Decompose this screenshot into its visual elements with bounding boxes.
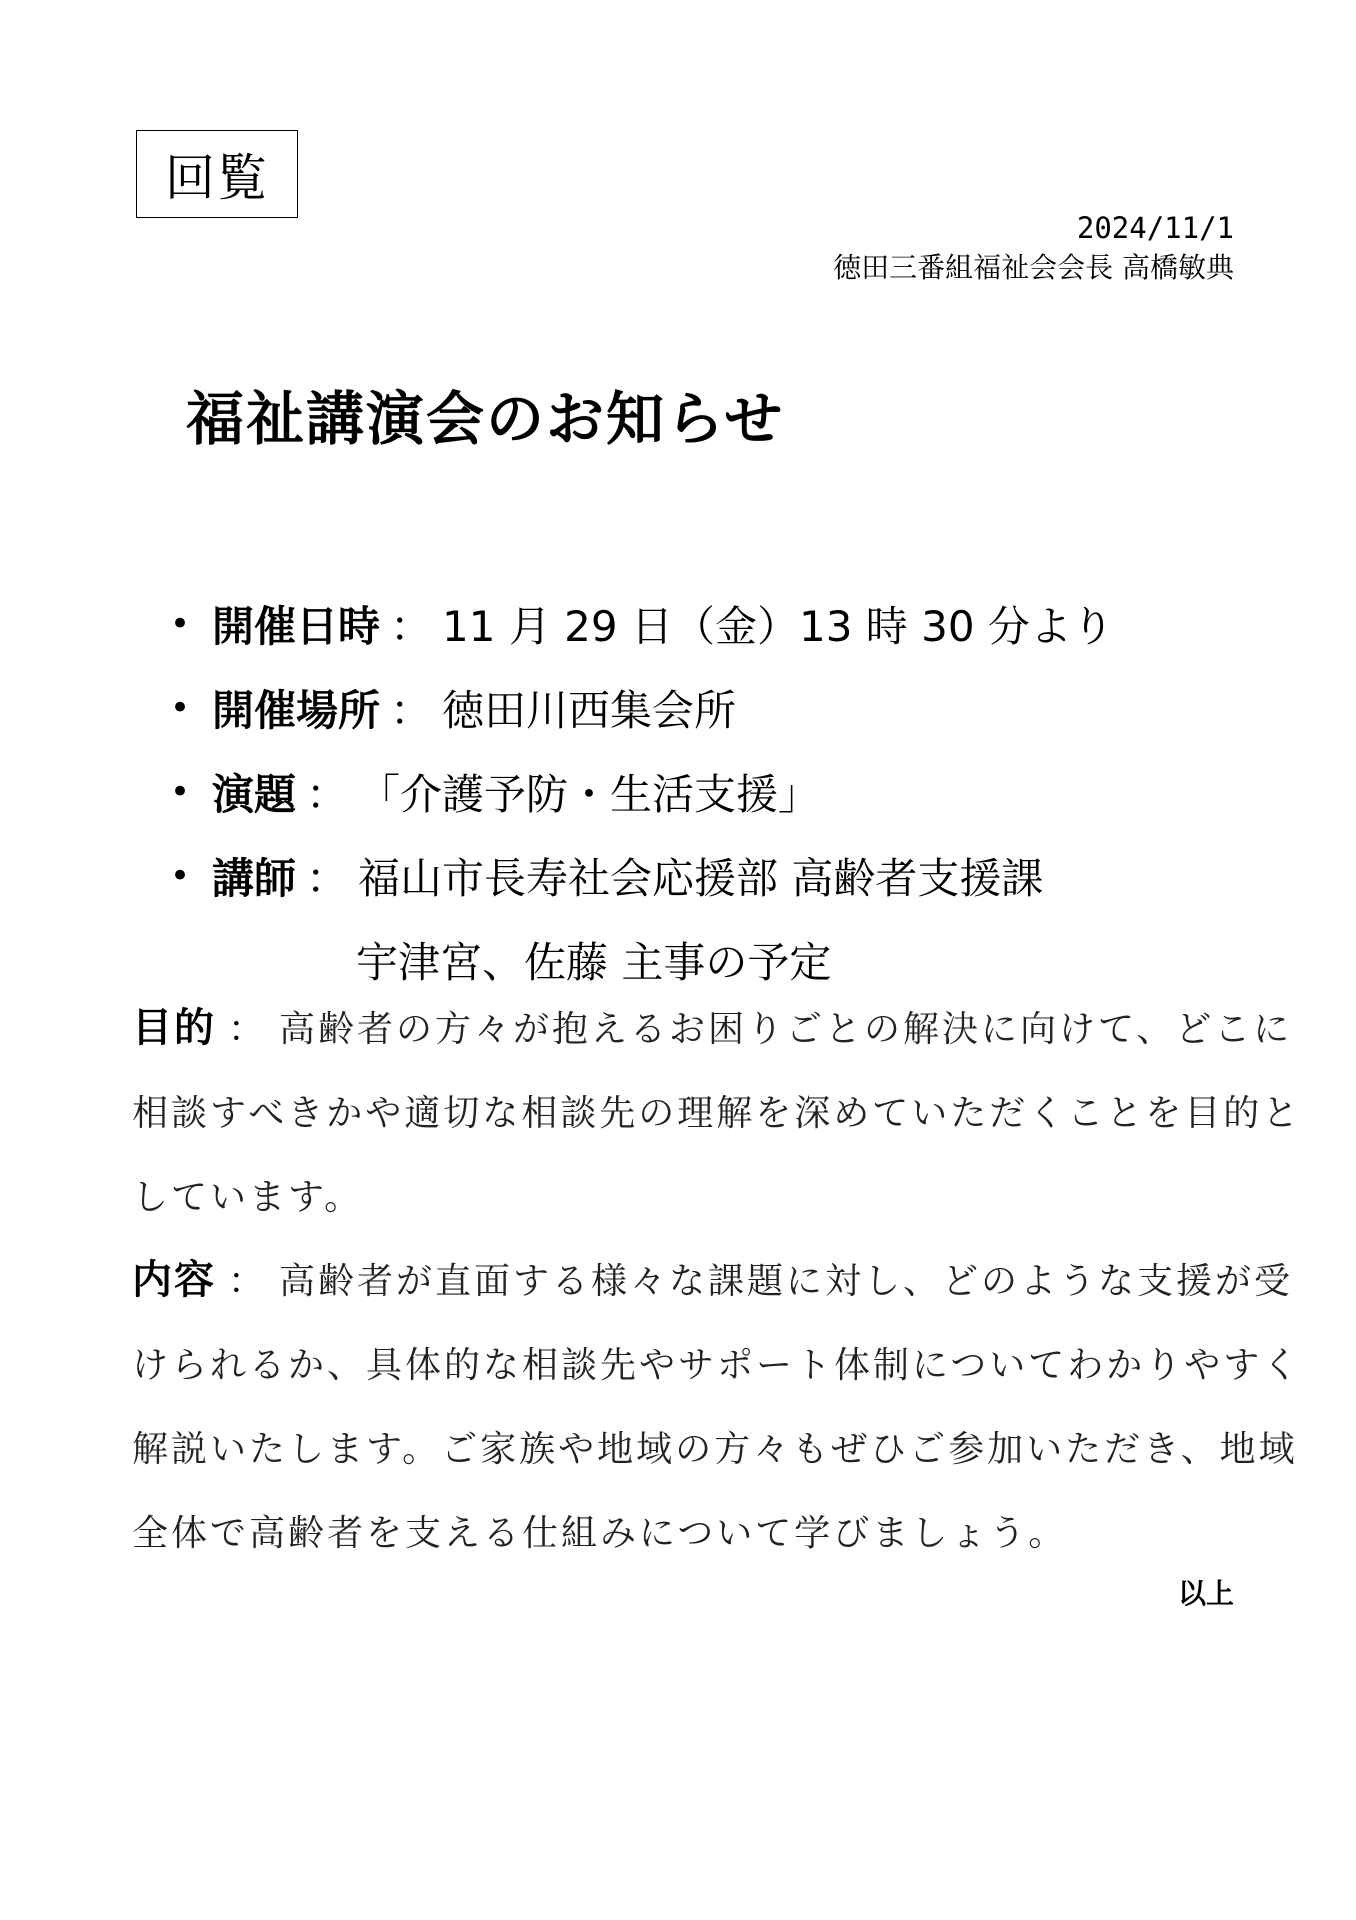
bullet-icon: •: [170, 772, 191, 812]
detail-row-datetime: [170, 582, 1250, 666]
issue-date: 2024/11/1: [1076, 211, 1234, 245]
detail-row-lecturer: [170, 834, 1250, 918]
detail-label: 演題: [212, 770, 297, 819]
purpose-line: [132, 986, 1293, 1072]
content-line: 全体で高齢者を支える仕組みについて学びましょう。: [132, 1513, 1068, 1554]
closing-mark: 以上: [1177, 1577, 1234, 1610]
bullet-icon: •: [170, 856, 191, 896]
event-details: [170, 582, 1250, 1002]
header-info: [833, 208, 1234, 288]
purpose-colon: ：: [228, 1009, 268, 1050]
sender-line: 徳田三番組福祉会会長 高橋敏典: [833, 251, 1234, 284]
content-section: [132, 1238, 1302, 1576]
purpose-line: しています。: [132, 1177, 364, 1218]
content-colon: ：: [228, 1261, 268, 1302]
detail-label: 開催場所: [212, 686, 381, 735]
circulation-label: 回覧: [165, 149, 269, 207]
detail-colon: ：: [390, 602, 433, 651]
detail-value: 11 月 29 日（金）13 時 30 分より: [442, 602, 1114, 651]
lecturer-names: 宇津宮、佐藤 主事の予定: [356, 938, 832, 987]
content-line: けられるか、具体的な相談先やサポート体制についてわかりやすく: [132, 1345, 1302, 1386]
bullet-icon: •: [170, 688, 191, 728]
detail-colon: ：: [390, 686, 433, 735]
purpose-line: 相談すべきかや適切な相談先の理解を深めていただくことを目的と: [132, 1093, 1302, 1134]
content-text: 高齢者が直面する様々な課題に対し、どのような支援が受: [279, 1261, 1294, 1302]
circulation-stamp: [136, 130, 298, 218]
detail-value: 福山市長寿社会応援部 高齢者支援課: [358, 854, 1044, 903]
detail-colon: ：: [306, 854, 349, 903]
content-label: 内容: [132, 1257, 216, 1303]
detail-label: 開催日時: [212, 602, 381, 651]
content-line: [132, 1238, 1294, 1324]
content-line: 解説いたします。ご家族や地域の方々もぜひご参加いただき、地域: [132, 1429, 1298, 1470]
detail-value: 徳田川西集会所: [442, 686, 737, 735]
detail-colon: ：: [306, 770, 349, 819]
detail-row-topic: [170, 750, 1250, 834]
detail-label: 講師: [212, 854, 297, 903]
detail-row-venue: [170, 666, 1250, 750]
purpose-label: 目的: [132, 1005, 216, 1051]
notice-title: 福祉講演会のお知らせ: [186, 385, 785, 453]
purpose-section: [132, 986, 1302, 1240]
purpose-text: 高齢者の方々が抱えるお困りごとの解決に向けて、どこに: [279, 1009, 1293, 1050]
bullet-icon: •: [170, 604, 191, 644]
detail-value: 「介護予防・生活支援」: [358, 770, 821, 819]
